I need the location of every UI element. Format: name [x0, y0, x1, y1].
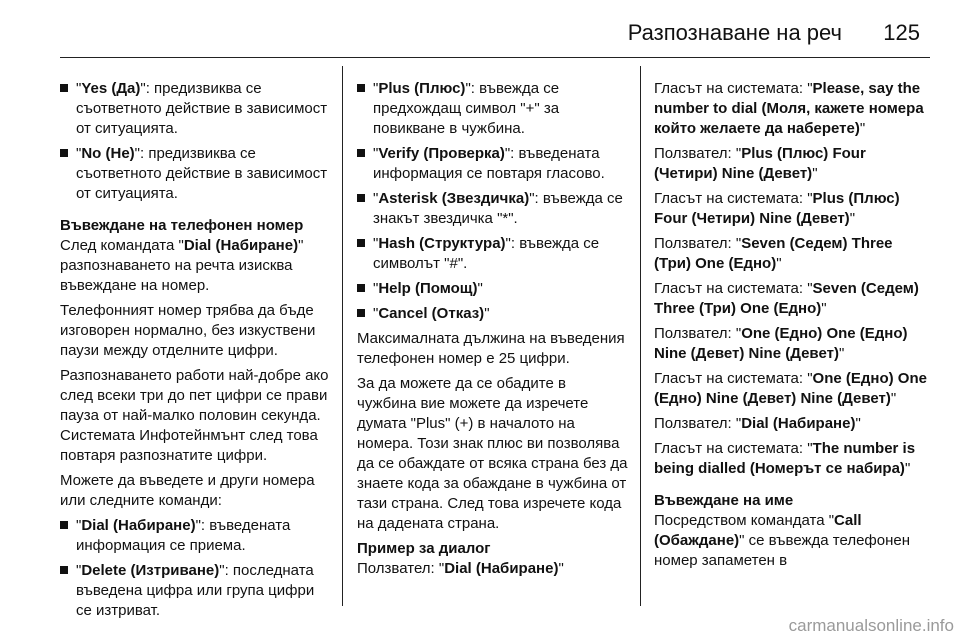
section-heading-wrap [654, 491, 929, 511]
section-heading: Въвеждане на име [654, 492, 794, 509]
page-header-title: Разпознаване на реч [627, 20, 842, 45]
column-left [60, 79, 330, 626]
dialog-line: Ползвател: "Dial (Набиране)" [654, 415, 861, 432]
text: Гласът на системата: " [654, 80, 813, 97]
text: Ползвател: " [654, 325, 742, 342]
command-term: Hash (Структура) [378, 235, 506, 252]
bullet-item: "Verify (Проверка)": въведената информация се повтаря гласово. [357, 144, 629, 184]
paragraph: Разпознаването работи най-добре ако след всеки три до пет цифри се прави пауза от най-малко половин секунда. Системата Инфотейнмънт след това повтаря разпознатите цифри. [60, 367, 329, 464]
command-term: Dial (Набиране) [741, 415, 856, 432]
paragraph: За да можете да се обадите в чужбина вие можете да изречете думата "Plus" (+) в началото на номера. Този знак плюс ви позволява да се обаждате от всяка страна без да знаете кода за обаждане в чужбина от тази страна. След това изречете кода на дадената страна. [357, 375, 628, 532]
text: Гласът на системата: " [654, 370, 813, 387]
dialog-line: Гласът на системата: "One (Едно) One (Едно) Nine (Девет) Nine (Девет)" [654, 370, 927, 407]
text: Гласът на системата: " [654, 280, 813, 297]
header-rule [60, 57, 930, 58]
bullet-square-icon [60, 84, 68, 92]
dialog-line: Ползвател: "Dial (Набиране)" [357, 560, 564, 577]
command-term: Delete (Изтриване) [81, 562, 220, 579]
command-desc: : въведената информация се приема. [76, 517, 291, 554]
command-desc: : последната въведена цифра или група цифри се изтриват. [76, 562, 315, 619]
page-header [0, 0, 960, 66]
dialog-line: Гласът на системата: "Seven (Седем) Three (Три) One (Едно)" [654, 280, 919, 317]
command-term: No (Не) [81, 145, 135, 162]
command-term: Seven (Седем) Three (Три) One (Едно) [654, 280, 919, 317]
bullet-square-icon [357, 284, 365, 292]
dialog-line: Ползвател: "Plus (Плюс) Four (Четири) Nine (Девет)" [654, 145, 866, 182]
dialog-line: Гласът на системата: "Plus (Плюс) Four (Четири) Nine (Девет)" [654, 190, 900, 227]
bullet-square-icon [60, 566, 68, 574]
bullet-item: "Dial (Набиране)": въведената информация се приема. [60, 516, 330, 556]
command-term: The number is being dialled (Номерът се набира) [654, 440, 916, 477]
command-term: Dial (Набиране) [444, 560, 559, 577]
bullet-square-icon [357, 194, 365, 202]
paragraph: Можете да въведете и други номера или следните команди: [60, 472, 315, 509]
column-middle [357, 79, 629, 584]
text: " се въвежда телефонен номер запаметен в [654, 532, 911, 569]
bullet-item: "Hash (Структура)": въвежда се символът "#". [357, 234, 629, 274]
command-desc: : въведената информация се повтаря гласово. [373, 145, 605, 182]
bullet-square-icon [357, 239, 365, 247]
text: " разпознаването на речта изисква въвеждане на номер. [60, 237, 304, 294]
command-term: Verify (Проверка) [378, 145, 505, 162]
bullet-square-icon [60, 149, 68, 157]
dialog-line: Ползвател: "Seven (Седем) Three (Три) One (Едно)" [654, 235, 893, 272]
command-desc: : предизвиква се съответното действие в зависимост от ситуацията. [76, 145, 328, 202]
bullet-square-icon [357, 84, 365, 92]
dialog-line: Гласът на системата: "Please, say the number to dial (Моля, кажете номера който желаете да наберете)" [654, 80, 924, 137]
column-divider [640, 66, 641, 606]
dialog-line: Ползвател: "One (Едно) One (Едно) Nine (Девет) Nine (Девет)" [654, 325, 908, 362]
bullet-item: "Delete (Изтриване)": последната въведена цифра или група цифри се изтриват. [60, 561, 330, 621]
command-desc: : въвежда се символът "#". [373, 235, 600, 272]
text: Ползвател: " [654, 235, 742, 252]
command-term: Dial (Набиране) [81, 517, 196, 534]
text: След командата " [60, 237, 184, 254]
command-term: Plus (Плюс) Four (Четири) Nine (Девет) [654, 145, 866, 182]
command-term: Help (Помощ) [378, 280, 478, 297]
text: Посредством командата " [654, 512, 835, 529]
command-desc: : въвежда се знакът звездичка "*". [373, 190, 623, 227]
command-term: Plus (Плюс) [378, 80, 466, 97]
bullet-item: "No (Не)": предизвиква се съответното действие в зависимост от ситуацията. [60, 144, 330, 204]
text: Ползвател: " [357, 560, 445, 577]
command-desc: : въвежда се предхождащ символ "+" за повикване в чужбина. [373, 80, 560, 137]
section-heading: Пример за диалог [357, 540, 491, 557]
command-term: Call (Обаждане) [654, 512, 862, 549]
page-number: 125 [883, 20, 920, 45]
text: Гласът на системата: " [654, 190, 813, 207]
command-term: Seven (Седем) Three (Три) One (Едно) [654, 235, 893, 272]
bullet-item: "Asterisk (Звездичка)": въвежда се знакът звездичка "*". [357, 189, 629, 229]
section-heading-wrap [357, 539, 629, 559]
text: Ползвател: " [654, 415, 742, 432]
column-right [654, 79, 929, 576]
paragraph: Телефонният номер трябва да бъде изговорен нормално, без изкуствени паузи между отделните цифри. [60, 302, 316, 359]
command-term: Yes (Да) [81, 80, 141, 97]
watermark: carmanualsonline.info [788, 616, 954, 635]
dialog-line: Гласът на системата: "The number is being dialled (Номерът се набира)" [654, 440, 916, 477]
command-desc: : предизвиква се съответното действие в зависимост от ситуацията. [76, 80, 328, 137]
section-heading-wrap [60, 216, 330, 236]
paragraph [654, 511, 929, 571]
command-term: Please, say the number to dial (Моля, кажете номера който желаете да наберете) [654, 80, 924, 137]
command-term: Asterisk (Звездичка) [378, 190, 530, 207]
command-term: Dial (Набиране) [183, 237, 299, 254]
section-heading: Въвеждане на телефонен номер [60, 217, 304, 234]
paragraph [60, 236, 330, 296]
bullet-square-icon [357, 309, 365, 317]
bullet-item: "Help (Помощ)" [357, 279, 629, 299]
paragraph: Максималната дължина на въведения телефонен номер е 25 цифри. [357, 330, 625, 367]
command-term: Plus (Плюс) Four (Четири) Nine (Девет) [654, 190, 900, 227]
command-term: Cancel (Отказ) [378, 305, 485, 322]
bullet-item: "Cancel (Отказ)" [357, 304, 629, 324]
command-term: One (Едно) One (Едно) Nine (Девет) Nine (Девет) [654, 325, 908, 362]
bullet-square-icon [60, 521, 68, 529]
bullet-square-icon [357, 149, 365, 157]
text: Гласът на системата: " [654, 440, 813, 457]
command-term: One (Едно) One (Едно) Nine (Девет) Nine (Девет) [654, 370, 927, 407]
bullet-item: "Yes (Да)": предизвиква се съответното действие в зависимост от ситуацията. [60, 79, 330, 139]
bullet-item: "Plus (Плюс)": въвежда се предхождащ символ "+" за повикване в чужбина. [357, 79, 629, 139]
column-divider [342, 66, 343, 606]
text: Ползвател: " [654, 145, 742, 162]
